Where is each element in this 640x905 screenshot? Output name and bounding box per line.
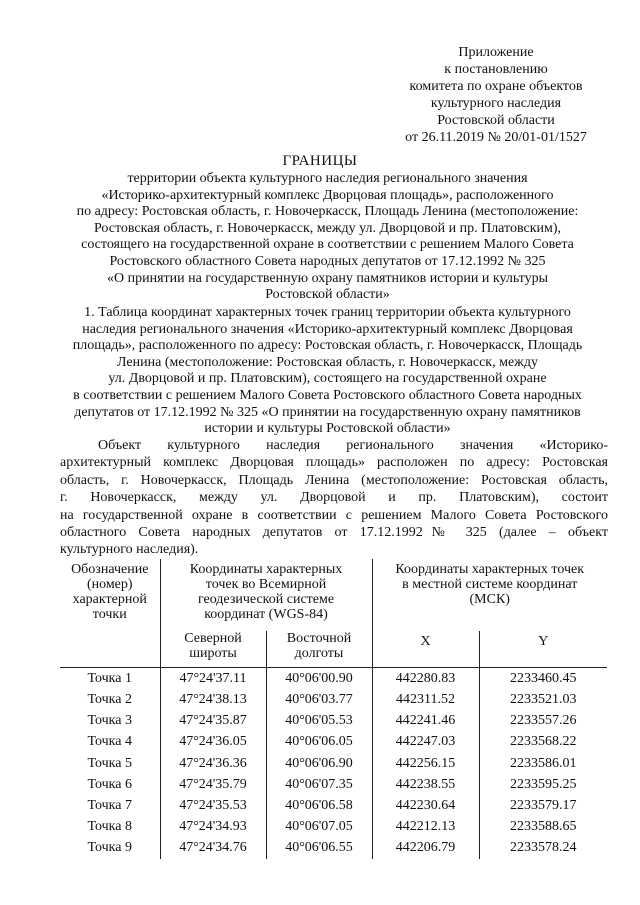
paragraph-line: на государственной охране в соответствии с решением Малого Совета Ростовского xyxy=(60,507,608,523)
x-coordinate-cell: 442212.13 xyxy=(372,816,479,837)
paragraph-line: область, г. Новочеркасск, Площадь Ленина (местоположение: Ростовская область, xyxy=(60,472,608,488)
latitude-cell: 47°24'37.11 xyxy=(160,668,266,690)
caption-line: Ленина (местоположение: Ростовская область, г. Новочеркасск, между xyxy=(117,354,538,370)
table-row xyxy=(60,795,607,816)
point-cell: Точка 8 xyxy=(60,816,160,837)
latitude-cell: 47°24'35.53 xyxy=(160,795,266,816)
caption-line: 1. Таблица координат характерных точек границ территории объекта культурного xyxy=(84,305,571,320)
appendix-line: Ростовской области xyxy=(437,113,555,128)
point-cell: Точка 5 xyxy=(60,753,160,774)
appendix-line: комитета по охране объектов xyxy=(409,79,583,94)
longitude-cell: 40°06'05.53 xyxy=(266,710,372,731)
y-coordinate-cell: 2233595.25 xyxy=(510,776,577,792)
table-row xyxy=(60,689,607,710)
y-coordinate-cell: 2233579.17 xyxy=(510,798,577,814)
description-line: Ростовского областного Совета народных депутатов от 17.12.1992 № 325 xyxy=(109,253,546,269)
caption-line: наследия регионального значения «Историко-архитектурный комплекс Дворцовая xyxy=(82,321,573,337)
x-coordinate-cell: 442256.15 xyxy=(372,753,479,774)
description-line: состоящего на государственной охране в соответствии с решением Малого Совета xyxy=(81,237,574,253)
caption-line: истории и культуры Ростовской области» xyxy=(204,421,451,437)
longitude-cell: 40°06'06.05 xyxy=(266,731,372,752)
caption-line: в соответствии с решением Малого Совета Ростовского областного Совета народных xyxy=(73,387,582,403)
latitude-cell: 47°24'36.05 xyxy=(160,731,266,752)
paragraph-line: культурного наследия). xyxy=(60,542,199,558)
longitude-cell: 40°06'06.90 xyxy=(266,753,372,774)
appendix-line: культурного наследия xyxy=(430,96,562,111)
x-coordinate-cell: 442247.03 xyxy=(372,731,479,752)
paragraph-line: Объект культурного наследия регионального значения «Историко- xyxy=(98,438,608,453)
x-coordinate-cell: 442238.55 xyxy=(372,774,479,795)
x-coordinate-cell: 442241.46 xyxy=(372,710,479,731)
header-y: Y xyxy=(538,634,549,649)
object-paragraph xyxy=(60,437,608,559)
paragraph-line: областного Совета народных депутатов от 17.12.1992№ 325 (далее – объект xyxy=(60,525,608,541)
latitude-cell: 47°24'34.93 xyxy=(160,816,266,837)
header-msk: Координаты характерных точек в местной системе координат (МСК) xyxy=(395,562,585,607)
point-cell: Точка 4 xyxy=(60,731,160,752)
title-description xyxy=(50,171,605,304)
point-cell: Точка 2 xyxy=(60,689,160,710)
point-cell: Точка 3 xyxy=(60,710,160,731)
caption-line: ул. Дворцовой и пр. Платовским), состоящего на государственной охране xyxy=(108,371,547,387)
point-cell: Точка 6 xyxy=(60,774,160,795)
y-coordinate-cell: 2233521.03 xyxy=(510,692,577,708)
longitude-cell: 40°06'07.35 xyxy=(266,774,372,795)
longitude-cell: 40°06'07.05 xyxy=(266,816,372,837)
latitude-cell: 47°24'35.87 xyxy=(160,710,266,731)
y-coordinate-cell: 2233460.45 xyxy=(479,668,607,690)
appendix-line: Приложение xyxy=(458,45,534,60)
description-line: Ростовской области» xyxy=(265,287,390,303)
caption-line: площадь», расположенного по адресу: Ростовская область, г. Новочеркасск, Площадь xyxy=(72,338,583,354)
y-coordinate-cell: 2233578.24 xyxy=(510,840,577,856)
header-east-longitude: Восточной долготы xyxy=(266,631,372,668)
y-coordinate-cell: 2233586.01 xyxy=(510,755,577,771)
latitude-cell: 47°24'34.76 xyxy=(160,837,266,858)
document-title: ГРАНИЦЫ xyxy=(282,153,358,169)
point-cell: Точка 7 xyxy=(60,795,160,816)
longitude-cell: 40°06'06.58 xyxy=(266,795,372,816)
header-x: X xyxy=(372,631,479,668)
appendix-header xyxy=(380,44,612,146)
longitude-cell: 40°06'03.77 xyxy=(266,689,372,710)
description-line: территории объекта культурного наследия регионального значения xyxy=(127,171,528,186)
header-north-latitude: Северной широты xyxy=(160,631,266,668)
table-caption xyxy=(50,305,605,438)
appendix-line: от 26.11.2019 № 20/01-01/1527 xyxy=(405,130,587,145)
table-row xyxy=(60,731,607,752)
header-designation: Обозначение (номер) характерной точки xyxy=(60,559,160,668)
longitude-cell: 40°06'00.90 xyxy=(266,668,372,690)
x-coordinate-cell: 442311.52 xyxy=(372,689,479,710)
appendix-line: к постановлению xyxy=(444,62,548,77)
x-coordinate-cell: 442206.79 xyxy=(372,837,479,858)
y-coordinate-cell: 2233557.26 xyxy=(510,713,577,729)
table-row xyxy=(60,837,607,858)
coordinates-table xyxy=(60,559,607,859)
latitude-cell: 47°24'38.13 xyxy=(160,689,266,710)
table-row xyxy=(60,710,607,731)
description-line: Ростовская область, г. Новочеркасск, между ул. Дворцовой и пр. Платовским), xyxy=(93,220,562,236)
caption-line: депутатов от 17.12.1992 № 325 «О принятии на государственную охрану памятников xyxy=(74,404,581,420)
longitude-cell: 40°06'06.55 xyxy=(266,837,372,858)
y-coordinate-cell: 2233568.22 xyxy=(510,734,577,750)
paragraph-line: г. Новочеркасск, между ул. Дворцовой и пр. Платовским), состоит xyxy=(60,490,608,506)
x-coordinate-cell: 442230.64 xyxy=(372,795,479,816)
description-line: «Историко-архитектурный комплекс Дворцовая площадь», расположенного xyxy=(101,187,554,203)
latitude-cell: 47°24'35.79 xyxy=(160,774,266,795)
point-cell: Точка 1 xyxy=(60,668,160,690)
table-row xyxy=(60,774,607,795)
description-line: «О принятии на государственную охрану памятников истории и культуры xyxy=(106,270,549,286)
table-row xyxy=(60,816,607,837)
x-coordinate-cell: 442280.83 xyxy=(372,668,479,690)
table-row xyxy=(60,668,607,690)
paragraph-line: архитектурный комплекс Дворцовая площадь» расположен по адресу: Ростовская xyxy=(60,455,608,471)
header-wgs84: Координаты характерных точек во Всемирной геодезической системе координат (WGS-84) xyxy=(160,559,372,631)
y-coordinate-cell: 2233588.65 xyxy=(510,819,577,835)
description-line: по адресу: Ростовская область, г. Новочеркасск, Площадь Ленина (местоположение: xyxy=(76,204,579,220)
point-cell: Точка 9 xyxy=(60,837,160,858)
table-row xyxy=(60,753,607,774)
latitude-cell: 47°24'36.36 xyxy=(160,753,266,774)
